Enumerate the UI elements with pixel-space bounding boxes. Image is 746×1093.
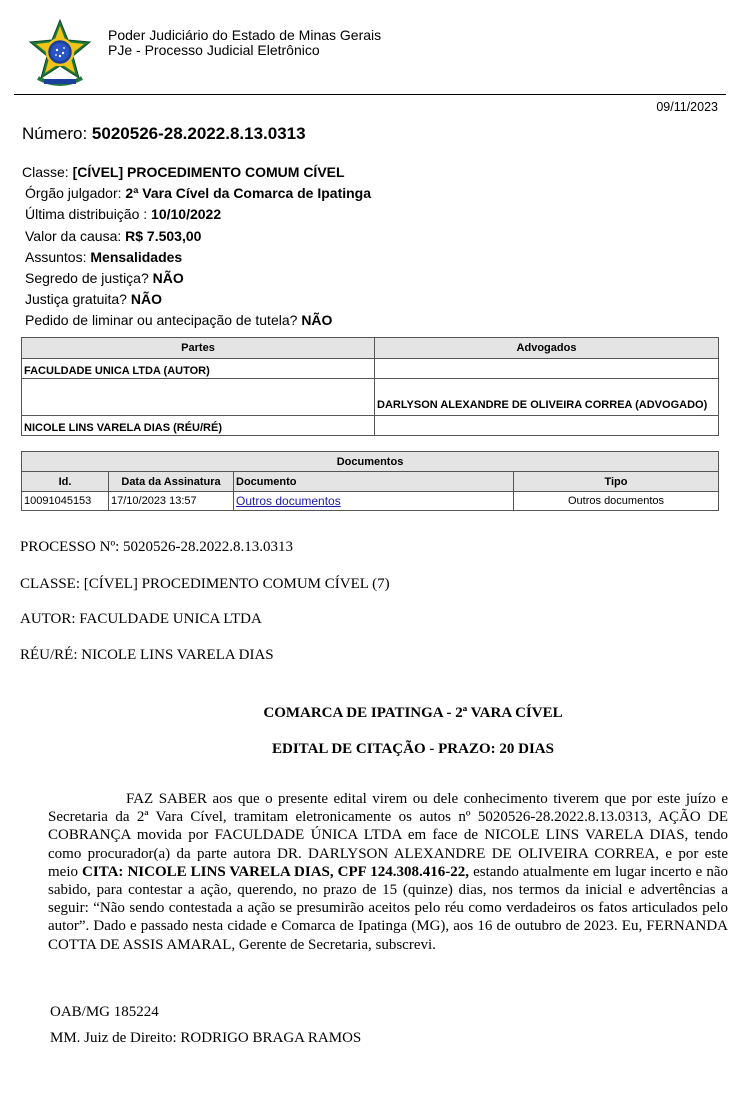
process-number-value: 5020526-28.2022.8.13.0313 [91, 124, 306, 143]
system-name: PJe - Processo Judicial Eletrônico [108, 42, 320, 58]
document-link[interactable]: Outros documentos [236, 494, 341, 508]
info-row: Órgão julgador: 2ª Vara Cível da Comarca de Ipatinga [25, 185, 372, 202]
process-line: CLASSE: [CÍVEL] PROCEDIMENTO COMUM CÍVEL (7) [20, 576, 390, 592]
process-info [22, 162, 371, 332]
col-document: Documento [234, 472, 514, 492]
judge-name: MM. Juiz de Direito: RODRIGO BRAGA RAMOS [50, 1030, 362, 1046]
info-row: Segredo de justiça? NÃO [25, 270, 184, 287]
info-row: Classe: [CÍVEL] PROCEDIMENTO COMUM CÍVEL [22, 164, 345, 180]
info-row: Pedido de liminar ou antecipação de tutela? NÃO [25, 312, 333, 329]
edict-heading: EDITAL DE CITAÇÃO - PRAZO: 20 DIAS [272, 741, 554, 757]
info-row: Justiça gratuita? NÃO [25, 291, 162, 308]
col-id: Id. [22, 472, 109, 492]
table-row: 10091045153 17/10/2023 13:57 Outros documentos Outros documentos [22, 492, 719, 511]
col-type: Tipo [514, 472, 719, 492]
info-row: Valor da causa: R$ 7.503,00 [25, 227, 202, 244]
document-date: 09/11/2023 [656, 100, 718, 114]
documents-table [21, 451, 719, 511]
process-line: PROCESSO Nº: 5020526-28.2022.8.13.0313 [20, 539, 294, 555]
court-heading: COMARCA DE IPATINGA - 2ª VARA CÍVEL [263, 705, 563, 721]
lawyers-header: Advogados [375, 338, 719, 359]
table-row: NICOLE LINS VARELA DIAS (RÉU/RÉ) [22, 416, 719, 436]
parties-table [21, 337, 719, 436]
court-name: Poder Judiciário do Estado de Minas Gerais [108, 27, 382, 43]
oab-number: OAB/MG 185224 [50, 1004, 159, 1020]
citation-bold: CITA: NICOLE LINS VARELA DIAS, CPF 124.308.416-22, [82, 863, 470, 880]
process-line: RÉU/RÉ: NICOLE LINS VARELA DIAS [20, 647, 274, 663]
edict-body: FAZ SABER aos que o presente edital virem ou dele conhecimento tiverem que por este juízo e Secretaria da 2ª Vara Cível, tramitam eletronicamente os autos nº 5020526-28.2022.8.13.0313, AÇÃO DE COBRANÇA movida por FACULDADE ÚNICA LTDA em face de NICOLE LINS VARELA DIAS, tendo como procurador(a) da parte autora DR. DARLYSON ALEXANDRE DE OLIVEIRA CORREA, e por este meio CITA: NICOLE LINS VARELA DIAS, CPF 124.308.416-22, estando atualmente em lugar incerto e não sabido, para contestar a ação, querendo, no prazo de 15 (quinze) dias, nos termos da inicial e advertências a seguir: “Não sendo contestada a ação se presumirão aceitos pelo réu como verdadeiros os fatos articulados pelo autor”. Dado e passado nesta cidade e Comarca de Ipatinga (MG), aos 16 de outubro de 2023. Eu, FERNANDA COTTA DE ASSIS AMARAL, Gerente de Secretaria, subscrevi. [48, 791, 728, 953]
document-header [0, 0, 746, 96]
process-number-label: Número: [22, 124, 88, 143]
parties-header: Partes [22, 338, 375, 359]
header-divider [14, 94, 726, 95]
process-number [22, 124, 306, 144]
col-signature-date: Data da Assinatura [109, 472, 234, 492]
documents-title: Documentos [22, 452, 719, 472]
info-row: Última distribuição : 10/10/2022 [25, 206, 222, 223]
table-row: FACULDADE UNICA LTDA (AUTOR) [22, 359, 719, 379]
brazil-coat-of-arms-icon [26, 18, 94, 88]
table-row: DARLYSON ALEXANDRE DE OLIVEIRA CORREA (ADVOGADO) [22, 379, 719, 416]
process-line: AUTOR: FACULDADE UNICA LTDA [20, 611, 262, 627]
info-row: Assuntos: Mensalidades [25, 248, 183, 265]
